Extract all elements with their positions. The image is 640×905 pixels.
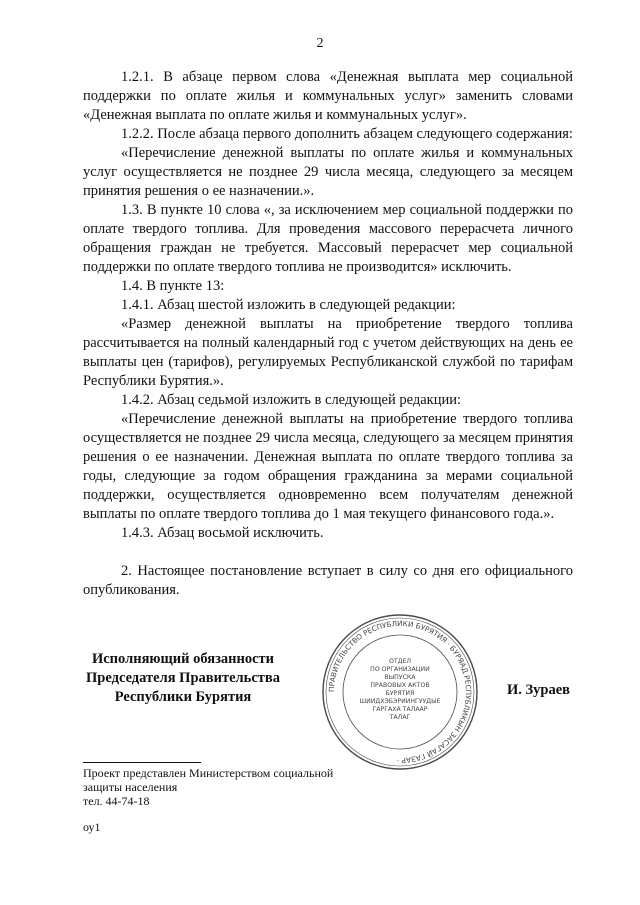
seal-text-line: ПО ОРГАНИЗАЦИИ [370,666,430,673]
seal-text-line: ШИИДХЭБЭРИИНГУУДЫЕ [359,698,441,705]
signature-block [83,650,283,707]
paragraph: 1.2.2. После абзаца первого дополнить абзацем следующего содержания: [121,126,573,142]
signatory-title-line: Председателя Правительства [86,670,280,686]
signatory-title-line: Исполняющий обязанности [91,651,275,667]
seal-text-line: ТАЛАГ [389,714,411,721]
paragraph: 1.3. В пункте 10 слова «, за исключением мер социальной поддержки по оплате твердого топлива. Для проведения массового перерасчета личного обращения граждан не требуется. Массовый перерасчет мер социальной поддержки по оплате твердого топлива не производится» исключить. [83,202,573,275]
footnote-line: тел. 44-74-18 [83,794,150,808]
footnote [83,766,383,808]
seal-ring-text: ПРАВИТЕЛЬСТВО РЕСПУБЛИКИ БУРЯТИЯ · БУРЯАД РЕСПУБЛИКЫН ЗАСАГАЙ ГАЗАР · [326,618,474,766]
paragraph: 1.4.3. Абзац восьмой исключить. [121,525,324,541]
footnote-line: Проект представлен Министерством социальной [83,766,334,780]
document-code: оу1 [83,820,101,834]
paragraph: 1.2.1. В абзаце первом слова «Денежная выплата мер социальной поддержки по оплате жилья и коммунальных услуг» заменить словами «Денежная выплата по оплате жилья и коммунальных услуг». [83,69,573,123]
seal-text-line: ВЫПУСКА [384,674,416,681]
seal-text-line: БУРЯТИЯ [385,690,415,697]
signatory-name: И. Зураев [507,682,571,698]
paragraph: «Перечисление денежной выплаты на приобретение твердого топлива осуществляется не позднее 29 числа месяца, следующего за месяцем принятия решения о ее назначении. Денежная выплата по оплате твердого топлива за годы, следующие за годом обращения гражданина за мерами социальной поддержки, осуществляется одновременно всем получателям денежной выплаты по оплате твердого топлива до 1 мая текущего финансового года.». [83,411,573,522]
paragraph: 1.4.1. Абзац шестой изложить в следующей редакции: [121,297,456,313]
signatory-title-line: Республики Бурятия [114,689,252,705]
seal-text-line: ПРАВОВЫХ АКТОВ [370,682,430,689]
document-body [83,68,573,600]
paragraph: 1.4.2. Абзац седьмой изложить в следующей редакции: [121,392,462,408]
seal-text-line: ГАРГАХА ТАЛААР [372,706,428,713]
footnote-line: защиты населения [83,780,178,794]
paragraph: 1.4. В пункте 13: [121,278,225,294]
paragraph: «Перечисление денежной выплаты по оплате жилья и коммунальных услуг осуществляется не позднее 29 числа месяца, следующего за месяцем принятия решения о ее назначении.». [83,145,573,199]
final-paragraph: 2. Настоящее постановление вступает в силу со дня его официального опубликования. [83,563,573,598]
page-number: 2 [316,36,324,51]
seal-text-line: ОТДЕЛ [388,658,412,665]
paragraph: «Размер денежной выплаты на приобретение твердого топлива рассчитывается на полный календарный год с учетом действующих на день ее выплаты цен (тарифов), регулируемых Республиканской службой по тарифам Республики Бурятия.». [83,316,573,389]
official-seal [320,612,480,772]
footnote-divider [83,762,201,763]
